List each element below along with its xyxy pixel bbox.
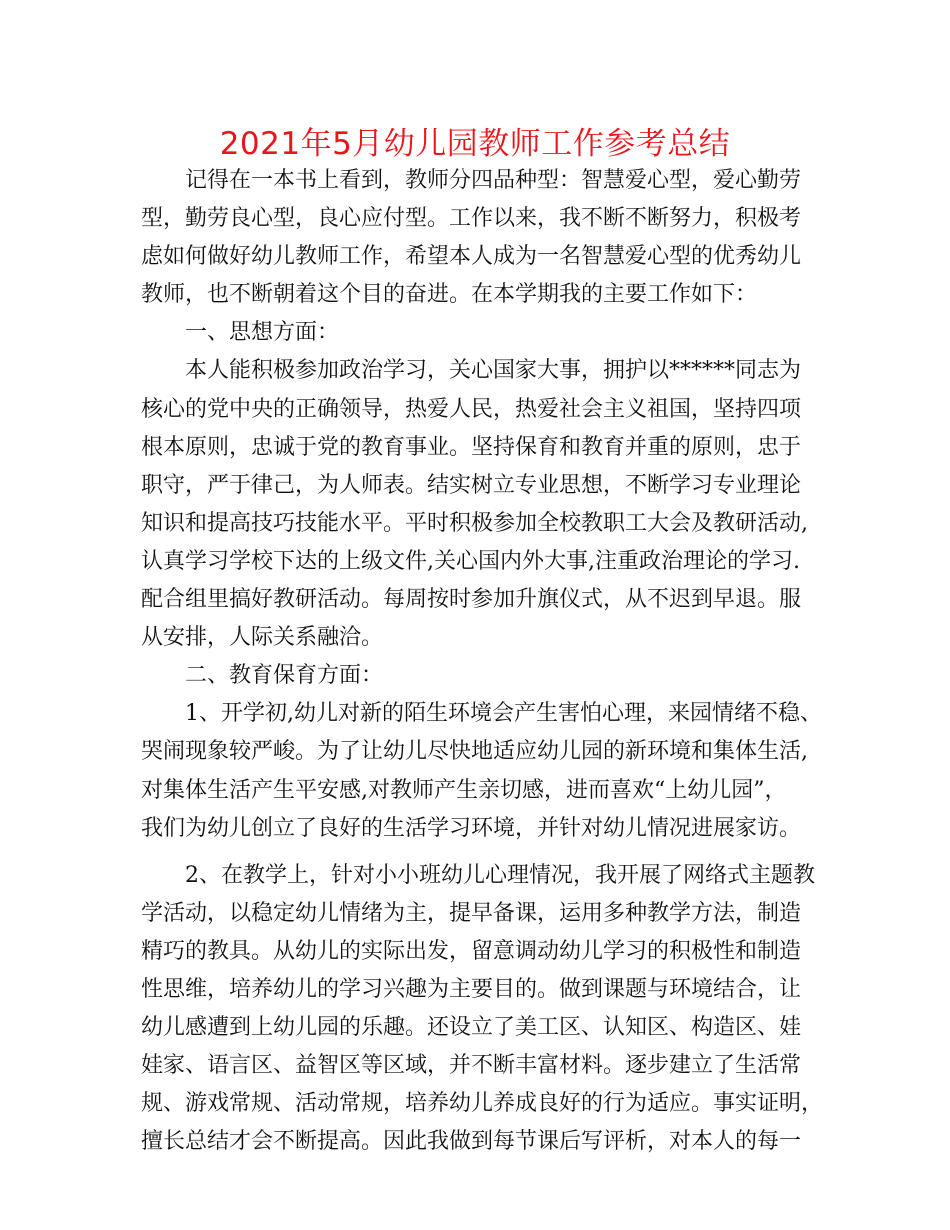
paragraph-line: 从安排，人际关系融洽。 [141,625,384,651]
paragraph-line: 核心的党中央的正确领导，热爱人民，热爱社会主义祖国，坚持四项 [141,396,802,422]
paragraph-line: 规、游戏常规、活动常规，培养幼儿养成良好的行为适应。事实证明， [141,1091,824,1117]
paragraph-line: 1、开学初,幼儿对新的陌生环境会产生害怕心理，来园情绪不稳、 [185,701,822,727]
document-title: 2021年5月幼儿园教师工作参考总结 [219,126,731,162]
paragraph-line: 知识和提高技巧技能水平。平时积极参加全校教职工大会及教研活动, [141,510,808,536]
paragraph-line: 职守，严于律己，为人师表。结实树立专业思想，不断学习专业理论 [141,472,802,498]
paragraph-gap [141,848,821,857]
paragraph-line: 本人能积极参加政治学习，关心国家大事，拥护以******同志为 [185,358,802,384]
paragraph-line: 学活动，以稳定幼儿情绪为主，提早备课，运用多种教学方法，制造 [141,900,802,926]
paragraph-line: 2、在教学上，针对小小班幼儿心理情况，我开展了网络式主题教 [185,862,815,888]
paragraph-line: 哭闹现象较严峻。为了让幼儿尽快地适应幼儿园的新环境和集体生活, [141,739,808,765]
paragraph-line: 根本原则，忠诚于党的教育事业。坚持保育和教育并重的原则，忠于 [141,434,802,460]
paragraph-line: 记得在一本书上看到，教师分四品种型：智慧爱心型，爱心勤劳 [185,168,802,193]
paragraph-line: 对集体生活产生平安感,对教师产生亲切感，进而喜欢“上幼儿园”， [141,777,787,803]
paragraph-line: 配合组里搞好教研活动。每周按时参加升旗仪式，从不迟到早退。服 [141,587,802,613]
paragraph-line: 幼儿感遭到上幼儿园的乐趣。还设立了美工区、认知区、构造区、娃 [141,1015,802,1041]
section-heading: 二、教育保育方面： [185,663,384,689]
paragraph-line: 精巧的教具。从幼儿的实际出发，留意调动幼儿学习的积极性和制造 [141,938,802,964]
paragraph-line: 型，勤劳良心型，良心应付型。工作以来，我不断不断努力，积极考 [141,206,802,232]
paragraph-line: 娃家、语言区、益智区等区域，并不断丰富材料。逐步建立了生活常 [141,1053,802,1079]
document-body [141,162,824,1161]
paragraph-line: 我们为幼儿创立了良好的生活学习环境，并针对幼儿情况进展家访。 [141,815,802,841]
paragraph-line: 擅长总结才会不断提高。因此我做到每节课后写评析，对本人的每一 [141,1129,802,1155]
paragraph-line: 认真学习学校下达的上级文件,关心国内外大事,注重政治理论的学习. [141,548,800,574]
paragraph-line: 性思维，培养幼儿的学习兴趣为主要目的。做到课题与环境结合，让 [141,976,802,1002]
section-heading: 一、思想方面： [185,320,340,346]
paragraph-line: 虑如何做好幼儿教师工作，希望本人成为一名智慧爱心型的优秀幼儿 [141,244,802,270]
paragraph-line: 教师，也不断朝着这个目的奋进。在本学期我的主要工作如下： [141,282,758,308]
